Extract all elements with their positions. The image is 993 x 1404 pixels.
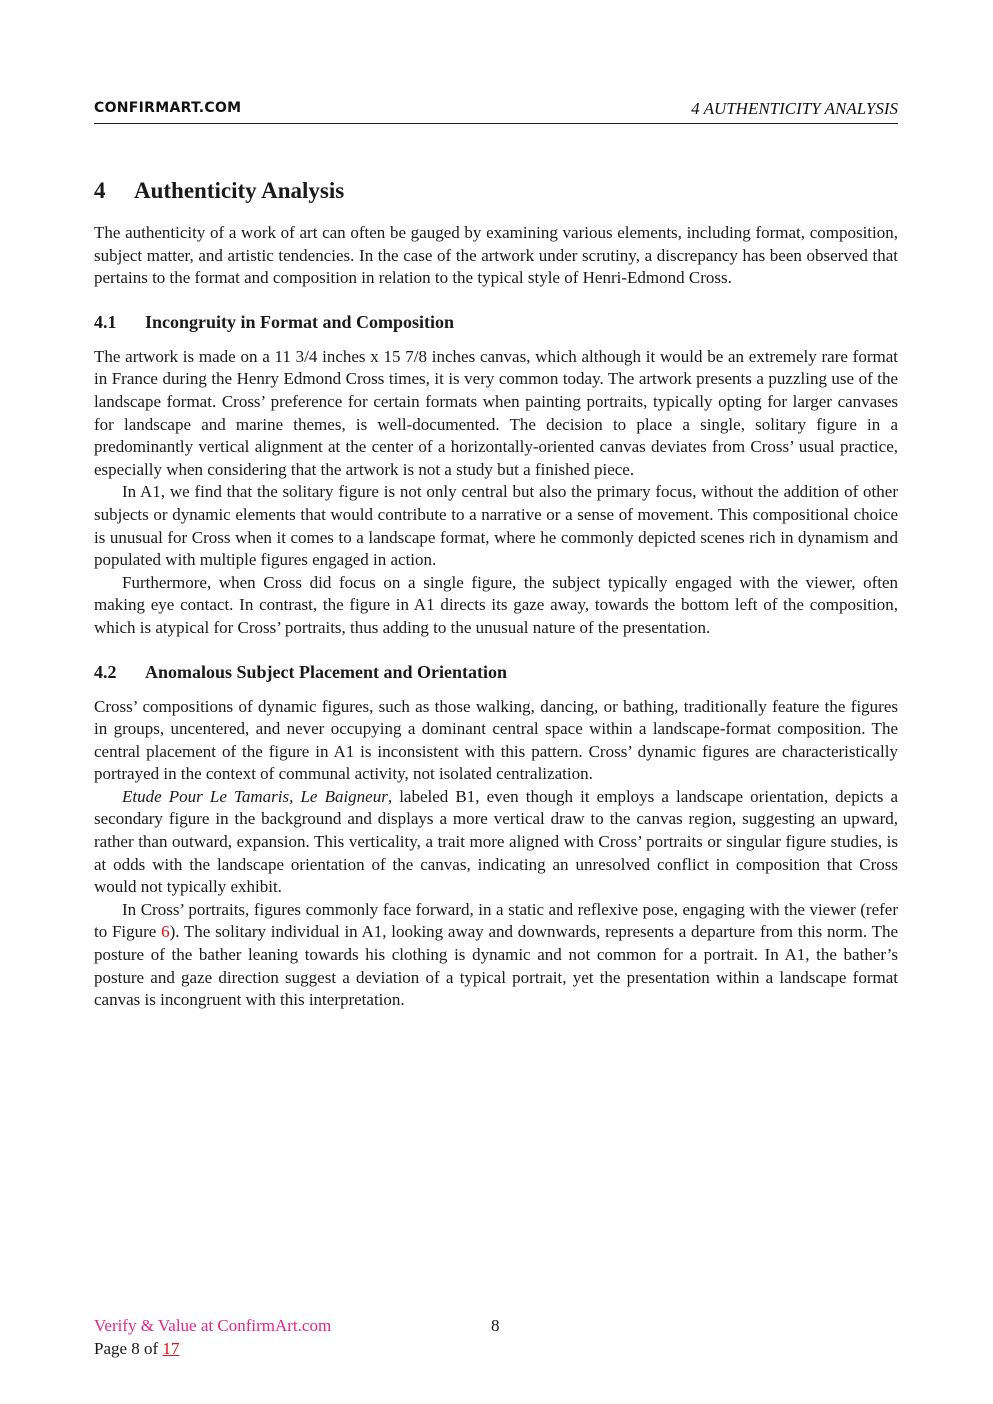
section-intro-paragraph: The authenticity of a work of art can often be gauged by examining various elements, including format, composition, subject matter, and artistic tendencies. In the case of the artwork under scrutiny, a discrepancy has been observed that pertains to the format and composition in relation to the typical style of Henri-Edmond Cross.	[94, 223, 898, 288]
main-content	[94, 176, 898, 1012]
paragraph: Furthermore, when Cross did focus on a single figure, the subject typically engaged with the viewer, often making eye contact. In contrast, the figure in A1 directs its gaze away, towards the bottom left of the composition, which is atypical for Cross’ portraits, thus adding to the unusual nature of the presentation.	[94, 572, 898, 637]
subsection-heading-4-2	[94, 660, 898, 684]
section-number: 4	[94, 178, 106, 203]
page-count-prefix: Page 8 of	[94, 1339, 163, 1358]
running-header	[94, 99, 898, 124]
paragraph-text: , labeled B1, even though it employs a landscape orientation, depicts a secondary figure in the background and displays a more vertical draw to the canvas region, suggesting an upward, rather than outward, expansion. This verticality, a trait more aligned with Cross’ portraits or singular figure studies, is at odds with the landscape orientation of the canvas, indicating an unresolved conflict in composition that Cross would not typically exhibit.	[94, 786, 898, 897]
artwork-title: Etude Pour Le Tamaris, Le Baigneur	[122, 786, 388, 806]
paragraph-text: ). The solitary individual in A1, looking away and downwards, represents a departure from this norm. The posture of the bather leaning towards his clothing is dynamic and not common for a portrait. In A1, the bather’s posture and gaze direction suggest a deviation of a typical portrait, yet the presentation within a landscape format canvas is incongruent with this interpretation.	[94, 922, 899, 1010]
subsection-number: 4.1	[94, 311, 117, 332]
subsection-title: Anomalous Subject Placement and Orientation	[145, 661, 507, 682]
paragraph-text: In Cross’ portraits, figures commonly face forward, in a static and reflexive pose, engaging with the viewer (refer to Figure	[94, 899, 898, 942]
figure-reference-link[interactable]: 6	[161, 922, 170, 942]
subsection-number: 4.2	[94, 661, 117, 682]
page-number: 8	[491, 1316, 500, 1335]
confirmart-logo[interactable]: CONFIRMART.COM	[94, 100, 242, 116]
paragraph: In A1, we find that the solitary figure is not only central but also the primary focus, without the addition of other subjects or dynamic elements that would contribute to a narrative or a sense of movement. This compositional choice is unusual for Cross when it comes to a landscape format, where he commonly depicted scenes rich in dynamism and populated with multiple figures engaged in action.	[94, 482, 898, 570]
confirmart-footer-link[interactable]: Verify & Value at ConfirmArt.com	[94, 1316, 332, 1335]
page-count	[94, 1339, 179, 1359]
subsection-title: Incongruity in Format and Composition	[145, 311, 455, 332]
document-page	[94, 0, 898, 1404]
running-section-title: 4 AUTHENTICITY ANALYSIS	[691, 99, 898, 118]
subsection-heading-4-1	[94, 310, 898, 334]
total-pages-link[interactable]: 17	[162, 1339, 180, 1358]
paragraph: Cross’ compositions of dynamic figures, such as those walking, dancing, or bathing, traditionally feature the figures in groups, uncentered, and never occupying a dominant central space within a landscape-format composition. The central placement of the figure in A1 is inconsistent with this pattern. Cross’ dynamic figures are characteristically portrayed in the context of communal activity, not isolated centralization.	[94, 696, 898, 784]
section-heading	[94, 176, 898, 206]
paragraph	[94, 786, 898, 899]
paragraph	[94, 899, 898, 1012]
paragraph: The artwork is made on a 11 3/4 inches x 15 7/8 inches canvas, which although it would be an extremely rare format in France during the Henry Edmond Cross times, it is very common today. The artwork presents a puzzling use of the landscape format. Cross’ preference for certain formats when painting portraits, typically opting for larger canvases for landscape and marine themes, is well-documented. The decision to place a single, solitary figure in a predominantly vertical alignment at the center of a horizontally-oriented canvas deviates from Cross’ usual practice, especially when considering that the artwork is not a study but a finished piece.	[94, 346, 898, 479]
page-footer	[94, 1316, 898, 1366]
section-title: Authenticity Analysis	[134, 178, 345, 203]
